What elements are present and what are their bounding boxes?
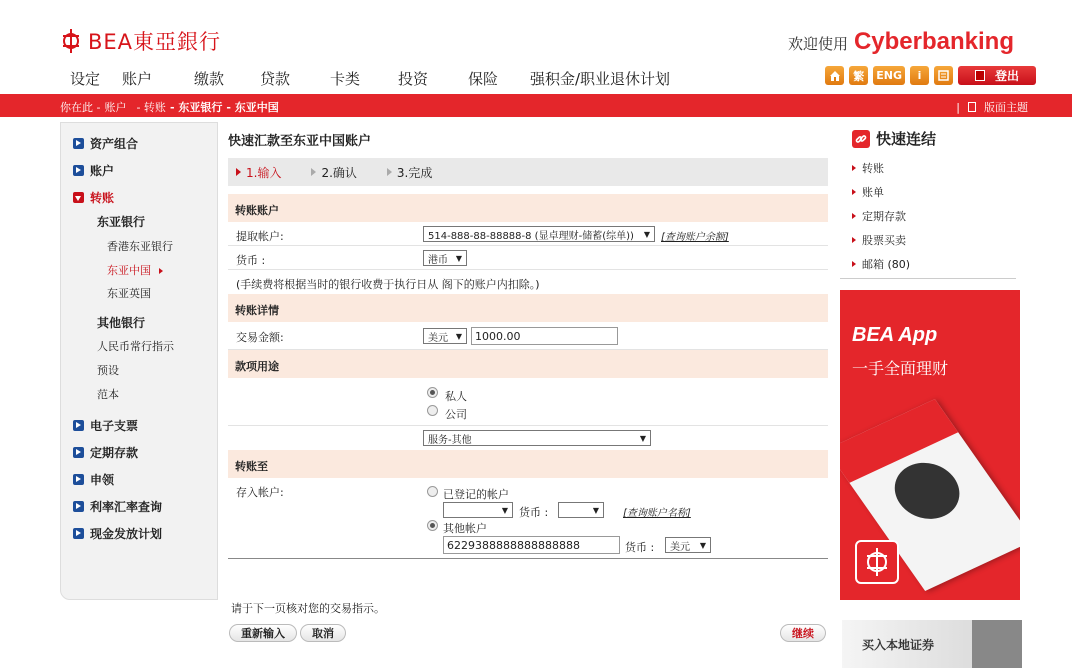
active-arrow-icon	[159, 268, 163, 274]
chevron-down-icon: ▼	[699, 540, 706, 550]
breadcrumb-item: - 东亚银行	[169, 101, 223, 114]
section-transfer-account: 转账账户	[228, 194, 828, 222]
amount-label: 交易金额:	[236, 331, 284, 344]
arrow-icon	[73, 165, 84, 176]
logout-icon	[975, 70, 985, 81]
from-currency-select[interactable]: 港币 ▼	[423, 250, 467, 266]
chevron-down-icon: ▼	[455, 253, 462, 263]
amount-currency-select[interactable]: 美元 ▼	[423, 328, 467, 344]
step-confirm: 2.确认	[311, 164, 356, 181]
utility-icons	[825, 66, 1036, 85]
nav-settings[interactable]: 设定	[70, 70, 101, 88]
step-complete: 3.完成	[387, 164, 432, 181]
traditional-chinese-icon[interactable]: 繁	[849, 66, 868, 85]
section-transfer-to: 转账至	[228, 450, 828, 478]
nav-investment[interactable]: 投资	[398, 70, 429, 88]
next-page-note: 请于下一页核对您的交易指示。	[231, 602, 385, 615]
ad2-text: 买入本地证券	[862, 638, 935, 652]
amount-input[interactable]: 1000.00	[471, 327, 618, 345]
fee-note: (手续费将根据当时的银行收费于执行日从 阁下的账户内扣除。)	[236, 278, 540, 291]
currency-label: 货币 :	[236, 254, 266, 267]
chevron-down-icon: ▼	[501, 505, 508, 515]
local-securities-ad[interactable]	[842, 620, 1022, 668]
theme-label: 版面主题	[984, 101, 1028, 114]
chevron-down-icon: ▼	[643, 229, 650, 239]
arrow-down-icon	[73, 192, 84, 203]
sidebar-item-transfer[interactable]: 转账	[73, 189, 114, 206]
to-account-row	[228, 478, 828, 559]
from-account-label: 提取帐户:	[236, 230, 284, 243]
home-icon[interactable]	[825, 66, 844, 85]
other-account-input[interactable]: 6229388888888888888	[443, 536, 620, 554]
breadcrumb-bar	[0, 94, 1072, 117]
chevron-down-icon: ▼	[639, 433, 646, 443]
purpose-private-radio[interactable]	[427, 387, 438, 398]
check-balance-link[interactable]: [查询账户余额]	[661, 232, 729, 243]
check-account-name-link[interactable]: [查询账户名称]	[623, 508, 691, 519]
main-content	[228, 122, 828, 662]
breadcrumb-prefix: 你在此 -	[60, 101, 101, 114]
sidebar-item-echeque[interactable]: 电子支票	[73, 417, 138, 434]
theme-control[interactable]	[956, 99, 1028, 115]
english-icon[interactable]: ENG	[873, 66, 905, 85]
print-icon[interactable]	[934, 66, 953, 85]
arrow-icon	[73, 474, 84, 485]
ad-title: BEA App	[852, 324, 938, 346]
quick-link-mailbox[interactable]: 邮箱 (80)	[852, 256, 910, 272]
sidebar-sub-bea-china[interactable]: 东亚中国	[107, 262, 163, 278]
nav-insurance[interactable]: 保险	[468, 70, 499, 88]
logout-label: 登出	[994, 69, 1019, 83]
chevron-down-icon: ▼	[592, 505, 599, 515]
section-transfer-details: 转账详情	[228, 294, 828, 322]
ad-subtitle: 一手全面理财	[852, 359, 949, 378]
quick-links-title: 快速连结	[852, 128, 936, 149]
other-currency-label: 货币 :	[625, 541, 655, 554]
from-currency-row	[228, 246, 828, 270]
other-account-radio[interactable]	[427, 520, 438, 531]
other-currency-select[interactable]: 美元 ▼	[665, 537, 711, 553]
bea-app-icon	[855, 540, 899, 584]
bea-app-ad[interactable]	[840, 290, 1020, 600]
step-indicator	[228, 158, 828, 186]
sidebar-sub-other-banks[interactable]: 其他银行	[97, 316, 146, 330]
sidebar-sub-rmb-standing[interactable]: 人民币常行指示	[97, 340, 174, 353]
cyberbanking-title: Cyberbanking	[853, 28, 1014, 55]
registered-account-label: 已登记的帐户	[443, 488, 509, 501]
arrow-icon	[73, 420, 84, 431]
from-account-select[interactable]: 514-888-88-88888-8 (显卓理财-储蓄(综单)) ▼	[423, 226, 655, 242]
sidebar-item-cash-payout[interactable]: 现金发放计划	[73, 525, 162, 542]
cancel-button[interactable]: 取消	[300, 624, 346, 642]
sidebar-sub-bea-uk[interactable]: 东亚英国	[107, 287, 151, 300]
logout-button[interactable]	[958, 66, 1036, 85]
purpose-select[interactable]: 服务-其他 ▼	[423, 430, 651, 446]
arrow-icon	[73, 528, 84, 539]
continue-button[interactable]: 继续	[780, 624, 826, 642]
purpose-radio-row	[228, 378, 828, 426]
other-account-label: 其他帐户	[443, 522, 487, 535]
to-account-label: 存入帐户:	[236, 486, 284, 499]
sidebar-sub-bea-hk[interactable]: 香港东亚银行	[107, 240, 173, 253]
quick-links-panel	[840, 122, 1020, 290]
sidebar-item-time-deposit[interactable]: 定期存款	[73, 444, 138, 461]
registered-account-radio[interactable]	[427, 486, 438, 497]
arrow-icon	[73, 447, 84, 458]
purpose-private-label: 私人	[445, 390, 467, 403]
chevron-down-icon: ▼	[455, 331, 462, 341]
amount-row	[228, 322, 828, 350]
top-navigation	[70, 68, 670, 89]
breadcrumb-item[interactable]: 账户	[104, 101, 127, 114]
purpose-company-radio[interactable]	[427, 405, 438, 416]
section-purpose: 款项用途	[228, 350, 828, 378]
quick-link-transfer[interactable]: 转账	[852, 160, 884, 176]
step-input: 1.输入	[236, 164, 281, 181]
sidebar-item-accounts[interactable]: 账户	[73, 162, 114, 179]
sidebar-sub-bea[interactable]: 东亚银行	[97, 215, 146, 229]
bea-logo-mark-icon	[60, 27, 82, 55]
breadcrumb-item[interactable]: - 转账	[136, 101, 166, 114]
sidebar-sub-preset[interactable]: 预设	[97, 364, 119, 377]
reset-button[interactable]: 重新输入	[229, 624, 297, 642]
quick-link-stock-trading[interactable]: 股票买卖	[852, 232, 906, 248]
quick-link-time-deposit[interactable]: 定期存款	[852, 208, 906, 224]
nav-cards[interactable]: 卡类	[330, 70, 361, 88]
fee-note-row	[228, 270, 828, 294]
arrow-icon	[73, 501, 84, 512]
nav-payments[interactable]: 缴款	[194, 70, 225, 88]
sidebar-item-rates[interactable]: 利率汇率查询	[73, 498, 162, 515]
sidebar-item-portfolio[interactable]: 资产组合	[73, 135, 138, 152]
purpose-company-label: 公司	[445, 408, 467, 421]
theme-icon	[968, 102, 976, 112]
purpose-select-row	[228, 426, 828, 450]
breadcrumb-item: - 东亚中国	[226, 101, 279, 114]
ad2-image	[972, 620, 1022, 668]
nav-accounts[interactable]: 账户	[122, 70, 153, 88]
registered-currency-select[interactable]	[558, 502, 604, 518]
quick-link-bills[interactable]: 账单	[852, 184, 884, 200]
sidebar-sub-template[interactable]: 范本	[97, 388, 119, 401]
bea-logo[interactable]	[60, 26, 221, 56]
divider: |	[956, 100, 960, 114]
page-title: 快速汇款至东亚中国账户	[228, 134, 372, 149]
nav-mpf[interactable]: 强积金/职业退休计划	[530, 70, 671, 88]
arrow-icon	[73, 138, 84, 149]
left-sidebar	[60, 122, 218, 600]
divider	[840, 278, 1016, 279]
nav-loans[interactable]: 贷款	[260, 70, 291, 88]
registered-account-select[interactable]	[443, 502, 513, 518]
breadcrumb	[60, 99, 279, 115]
from-account-row	[228, 222, 828, 246]
welcome-banner	[788, 28, 1014, 56]
bea-logo-text: BEA東亞銀行	[88, 30, 222, 54]
info-icon[interactable]: i	[910, 66, 929, 85]
link-icon	[852, 130, 870, 148]
welcome-text: 欢迎使用	[787, 35, 848, 53]
registered-currency-label: 货币 :	[519, 506, 549, 519]
sidebar-item-apply[interactable]: 申领	[73, 471, 114, 488]
